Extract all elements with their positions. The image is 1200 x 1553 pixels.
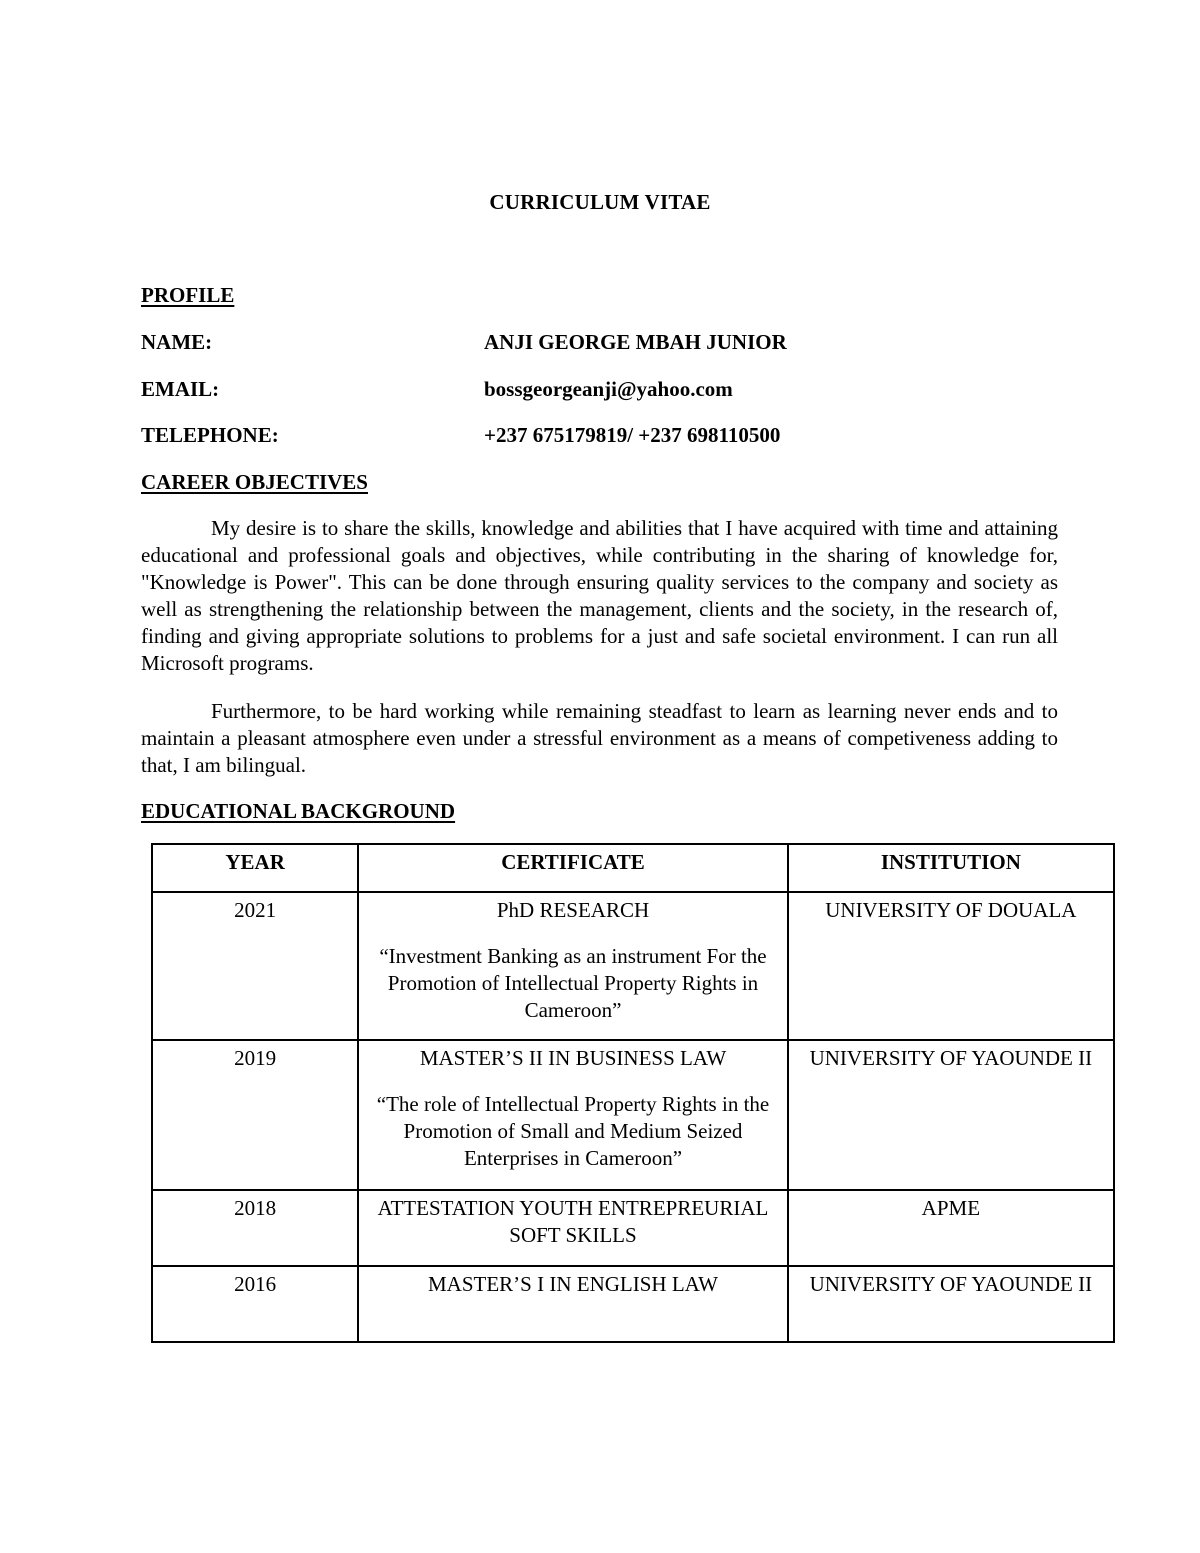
career-paragraph-1: My desire is to share the skills, knowledge and abilities that I have acquired with time and attaining educational and professional goals and objectives, while contributing in the sharing of knowledge for, "Knowledge is Power". This can be done through ensuring quality services to the company and society as well as strengthening the relationship between the management, clients and the society, in the research of, finding and giving appropriate solutions to problems for a just and safe societal environment. I can run all Microsoft programs. <box>141 516 1058 675</box>
certificate-cell <box>358 892 787 1040</box>
year-cell: 2021 <box>152 892 358 1040</box>
institution-cell: UNIVERSITY OF DOUALA <box>788 892 1114 1040</box>
email-label: EMAIL: <box>141 377 220 401</box>
educational-background-heading: EDUCATIONAL BACKGROUND <box>141 799 456 823</box>
table-row <box>152 1190 1114 1266</box>
institution-cell: UNIVERSITY OF YAOUNDE II <box>788 1266 1114 1342</box>
year-cell: 2019 <box>152 1040 358 1190</box>
career-objectives-heading: CAREER OBJECTIVES <box>141 470 368 494</box>
institution-cell: UNIVERSITY OF YAOUNDE II <box>788 1040 1114 1190</box>
table-row <box>152 1040 1114 1190</box>
career-paragraph-2: Furthermore, to be hard working while remaining steadfast to learn as learning never ends and to maintain a pleasant atmosphere even under a stressful environment as a means of competiveness adding to that, I am bilingual. <box>141 699 1058 777</box>
table-row <box>152 1266 1114 1342</box>
table-row <box>152 892 1114 1040</box>
column-header-institution: INSTITUTION <box>788 844 1114 892</box>
name-value: ANJI GEORGE MBAH JUNIOR <box>484 330 787 354</box>
thesis-title: “The role of Intellectual Property Rights in the Promotion of Small and Medium Seized Enterprises in Cameroon” <box>376 1092 770 1170</box>
column-header-certificate: CERTIFICATE <box>358 844 787 892</box>
telephone-label: TELEPHONE: <box>141 423 279 447</box>
institution-cell: APME <box>788 1190 1114 1266</box>
year-cell: 2018 <box>152 1190 358 1266</box>
thesis-title: “Investment Banking as an instrument For the Promotion of Intellectual Property Rights in Cameroon” <box>379 944 767 1022</box>
telephone-value: +237 675179819/ +237 698110500 <box>484 423 781 447</box>
certificate-cell: MASTER’S I IN ENGLISH LAW <box>358 1266 787 1342</box>
education-table <box>151 843 1115 1343</box>
certificate-cell <box>358 1040 787 1190</box>
column-header-year: YEAR <box>152 844 358 892</box>
certificate-title: PhD RESEARCH <box>496 898 650 922</box>
certificate-title: MASTER’S II IN BUSINESS LAW <box>419 1046 727 1070</box>
email-value: bossgeorgeanji@yahoo.com <box>484 377 733 401</box>
year-cell: 2016 <box>152 1266 358 1342</box>
name-label: NAME: <box>141 330 213 354</box>
table-header-row <box>152 844 1114 892</box>
document-title: CURRICULUM VITAE <box>489 190 711 214</box>
profile-heading: PROFILE <box>141 283 235 307</box>
certificate-cell: ATTESTATION YOUTH ENTREPREURIAL SOFT SKILLS <box>358 1190 787 1266</box>
